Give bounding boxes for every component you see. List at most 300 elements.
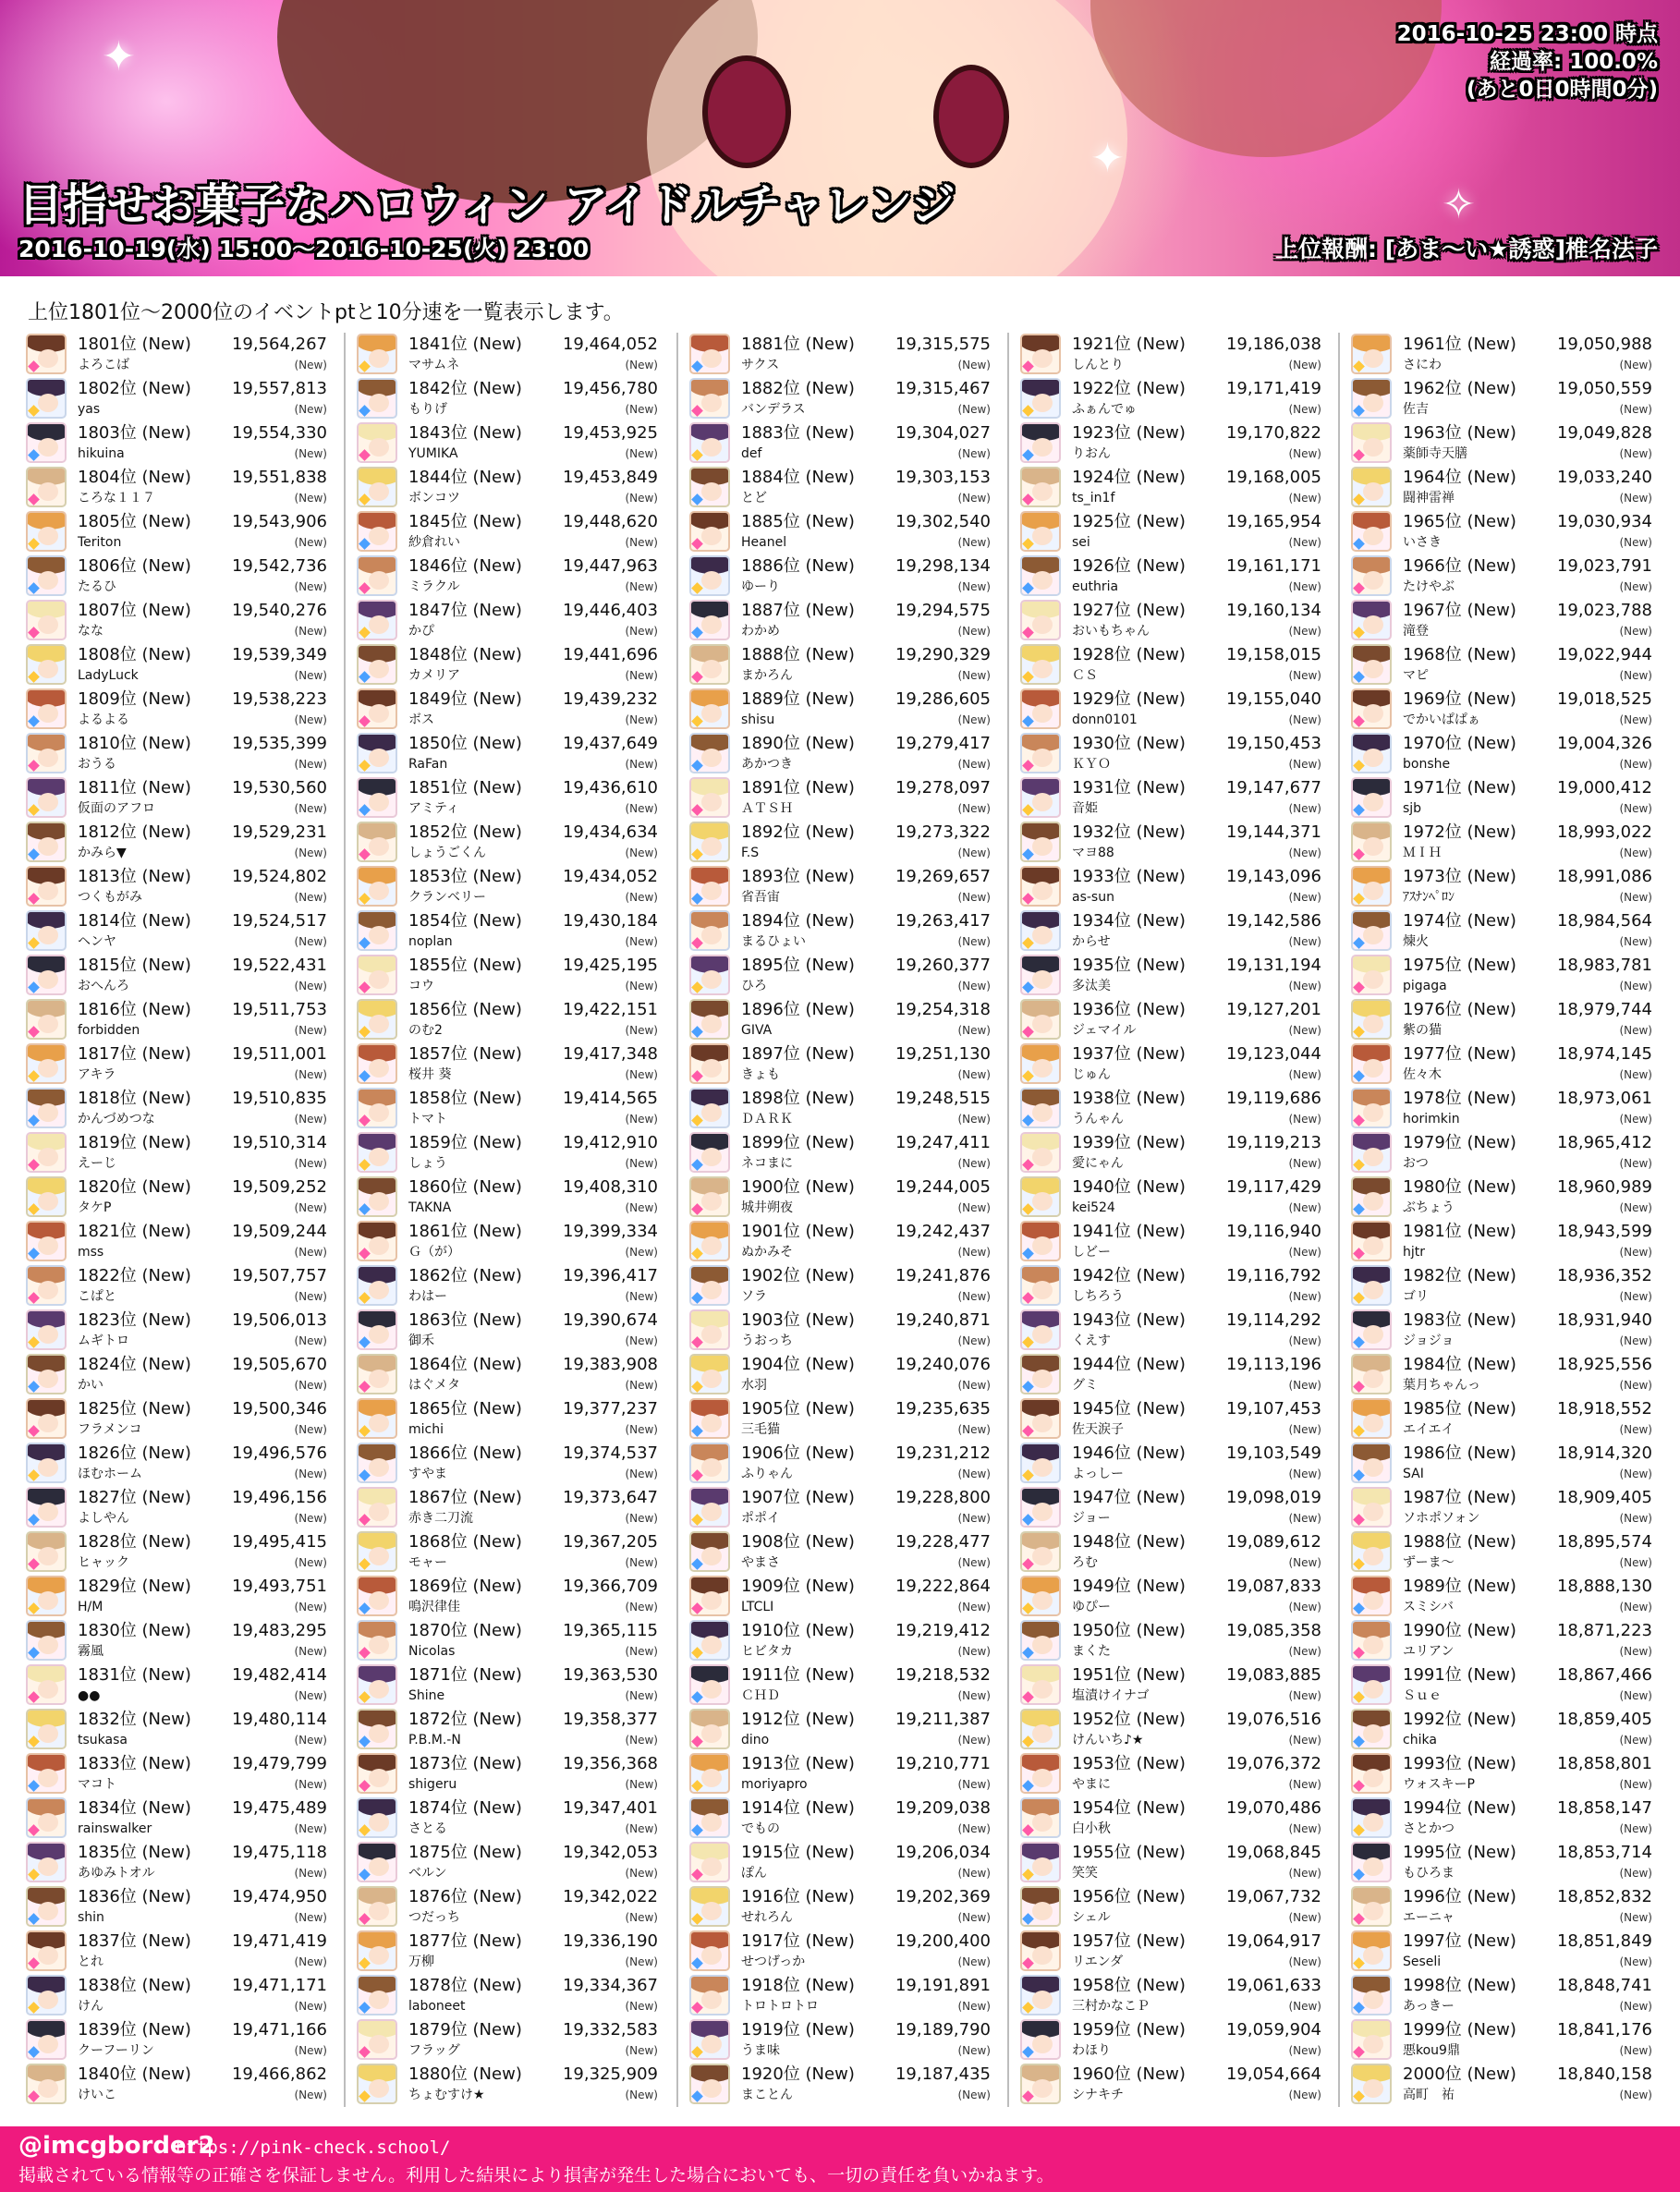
avatar-face	[369, 1680, 389, 1699]
ten-minute-speed: (New)	[294, 669, 327, 682]
rank-row	[357, 466, 663, 510]
rank-label: 1910位 (New)	[741, 1621, 855, 1640]
idol-avatar	[689, 910, 730, 951]
event-points: 19,186,038	[1225, 335, 1321, 354]
ten-minute-speed: (New)	[1288, 846, 1321, 859]
avatar-face	[38, 1281, 58, 1299]
rank-row	[26, 421, 333, 466]
rank-label: 1836位 (New)	[78, 1887, 191, 1906]
rank-label: 1928位 (New)	[1072, 645, 1186, 664]
idol-avatar	[689, 1664, 730, 1705]
rank-row	[357, 865, 663, 909]
ten-minute-speed: (New)	[1619, 1201, 1652, 1214]
avatar-face	[1363, 1946, 1383, 1965]
rank-label: 1892位 (New)	[741, 822, 855, 842]
idol-avatar	[26, 1531, 67, 1572]
rank-label: 1918位 (New)	[741, 1976, 855, 1995]
rank-label: 1948位 (New)	[1072, 1532, 1186, 1552]
avatar-face	[369, 1769, 389, 1787]
ten-minute-speed: (New)	[957, 492, 991, 505]
player-name: LTCLI	[741, 1600, 774, 1614]
rank-row	[689, 998, 996, 1042]
rank-row	[357, 643, 663, 688]
rank-label: 1842位 (New)	[408, 379, 522, 398]
idol-avatar	[1351, 2019, 1392, 2060]
avatar-face	[1032, 571, 1053, 590]
rank-row	[26, 776, 333, 821]
avatar-face	[701, 882, 722, 900]
idol-avatar	[689, 1576, 730, 1616]
event-points: 19,260,377	[895, 956, 991, 975]
player-name: ＫＹＯ	[1072, 757, 1111, 772]
footer-url[interactable]: https://pink-check.school/	[176, 2137, 451, 2158]
ten-minute-speed: (New)	[957, 1246, 991, 1259]
rank-column	[357, 333, 663, 2107]
player-name: ユリアン	[1403, 1644, 1455, 1659]
rank-row	[1351, 599, 1658, 643]
avatar-face	[369, 2079, 389, 2098]
player-name: bonshe	[1403, 757, 1451, 772]
ten-minute-speed: (New)	[1619, 2000, 1652, 2013]
rank-row	[357, 1442, 663, 1486]
status-time: 2016-10-25 23:00 時点	[1396, 22, 1658, 46]
avatar-face	[1032, 1636, 1053, 1654]
event-points: 19,228,477	[895, 1532, 991, 1552]
event-points: 19,542,736	[231, 556, 327, 576]
idol-avatar	[689, 1797, 730, 1838]
player-name: よろこば	[78, 358, 129, 372]
rank-label: 1974位 (New)	[1403, 911, 1516, 931]
rank-row	[357, 1042, 663, 1087]
ten-minute-speed: (New)	[294, 1467, 327, 1480]
rank-row	[1020, 1309, 1327, 1353]
player-name: laboneet	[408, 1999, 466, 2014]
avatar-face	[369, 1103, 389, 1122]
rank-label: 1921位 (New)	[1072, 335, 1186, 354]
ten-minute-speed: (New)	[1619, 1867, 1652, 1880]
rank-label: 1883位 (New)	[741, 423, 855, 443]
rank-label: 1927位 (New)	[1072, 601, 1186, 620]
rank-row	[689, 1530, 996, 1575]
rank-row	[1351, 1309, 1658, 1353]
avatar-face	[1032, 793, 1053, 811]
idol-avatar	[1020, 378, 1061, 419]
idol-avatar	[26, 334, 67, 374]
event-points: 19,248,515	[895, 1089, 991, 1108]
rank-row	[26, 1042, 333, 1087]
event-points: 19,240,871	[895, 1310, 991, 1330]
idol-avatar	[1351, 1487, 1392, 1528]
event-points: 19,456,780	[562, 379, 658, 398]
idol-avatar	[357, 1443, 397, 1483]
avatar-face	[701, 1857, 722, 1876]
rank-label: 1970位 (New)	[1403, 734, 1516, 753]
rank-row	[1351, 865, 1658, 909]
idol-avatar	[357, 1354, 397, 1394]
avatar-face	[1032, 1458, 1053, 1477]
avatar-face	[1032, 349, 1053, 368]
avatar-face	[1032, 1148, 1053, 1166]
ten-minute-speed: (New)	[957, 2044, 991, 2057]
ten-minute-speed: (New)	[1619, 536, 1652, 549]
rank-row	[1020, 1264, 1327, 1309]
rank-label: 1882位 (New)	[741, 379, 855, 398]
event-points: 19,241,876	[895, 1266, 991, 1285]
ten-minute-speed: (New)	[625, 1290, 658, 1303]
player-name: 三毛猫	[741, 1422, 780, 1437]
avatar-face	[38, 926, 58, 944]
idol-avatar	[689, 1842, 730, 1882]
player-name: ボンコツ	[408, 491, 460, 505]
event-points: 19,210,771	[895, 1754, 991, 1773]
ten-minute-speed: (New)	[1619, 1778, 1652, 1791]
event-points: 19,557,813	[231, 379, 327, 398]
idol-avatar	[689, 644, 730, 685]
ten-minute-speed: (New)	[957, 669, 991, 682]
player-name: シェル	[1072, 1910, 1111, 1925]
avatar-face	[701, 749, 722, 767]
sparkle-icon: ✧	[1442, 181, 1476, 228]
avatar-face	[1032, 1103, 1053, 1122]
event-points: 19,054,664	[1225, 2064, 1321, 2084]
player-name: グミ	[1072, 1378, 1098, 1393]
player-name: 霧風	[78, 1644, 103, 1659]
footer-disclaimer: 掲載されている情報等の正確さを保証しません。利用した結果により損害が発生した場合においても、一切の責任を負いかねます。	[18, 2165, 1054, 2186]
rank-row	[689, 688, 996, 732]
player-name: しょう	[408, 1156, 447, 1171]
rank-row	[1351, 2018, 1658, 2063]
avatar-face	[38, 1591, 58, 1610]
ten-minute-speed: (New)	[294, 625, 327, 638]
rank-row	[1020, 1619, 1327, 1663]
idol-avatar	[689, 511, 730, 552]
rank-label: 1817位 (New)	[78, 1044, 191, 1064]
avatar-face	[1032, 1414, 1053, 1432]
rank-row	[689, 1087, 996, 1131]
ten-minute-speed: (New)	[294, 1068, 327, 1081]
rank-label: 1962位 (New)	[1403, 379, 1516, 398]
avatar-face	[701, 1547, 722, 1565]
idol-avatar	[689, 1886, 730, 1927]
avatar-face	[1032, 1769, 1053, 1787]
event-points: 19,290,329	[895, 645, 991, 664]
event-points: 19,436,610	[562, 778, 658, 798]
rank-row	[357, 1796, 663, 1841]
player-name: フラッグ	[408, 2043, 460, 2058]
rank-row	[26, 1442, 333, 1486]
rank-label: 1919位 (New)	[741, 2020, 855, 2040]
event-points: 19,067,732	[1225, 1887, 1321, 1906]
player-name: きょも	[741, 1067, 780, 1082]
idol-avatar	[1020, 1576, 1061, 1616]
avatar-face	[369, 1370, 389, 1388]
event-points: 19,474,950	[231, 1887, 327, 1906]
avatar-face	[701, 1591, 722, 1610]
player-name: つくもがみ	[78, 890, 142, 905]
rank-label: 1889位 (New)	[741, 689, 855, 709]
idol-avatar	[1020, 334, 1061, 374]
event-points: 19,500,346	[231, 1399, 327, 1419]
rank-row	[1020, 554, 1327, 599]
idol-avatar	[689, 1309, 730, 1350]
rank-label: 1843位 (New)	[408, 423, 522, 443]
rank-row	[357, 2063, 663, 2107]
rank-row	[1020, 732, 1327, 776]
rank-row	[26, 998, 333, 1042]
event-points: 18,871,223	[1556, 1621, 1652, 1640]
idol-avatar	[26, 822, 67, 862]
avatar-face	[1032, 1813, 1053, 1832]
player-name: ゆーり	[741, 579, 780, 594]
avatar-face	[1032, 1370, 1053, 1388]
rank-label: 1954位 (New)	[1072, 1798, 1186, 1818]
rank-label: 1950位 (New)	[1072, 1621, 1186, 1640]
column-divider	[344, 333, 346, 2107]
idol-avatar	[1351, 999, 1392, 1040]
avatar-face	[38, 1857, 58, 1876]
rank-label: 1985位 (New)	[1403, 1399, 1516, 1419]
ten-minute-speed: (New)	[1288, 758, 1321, 771]
ten-minute-speed: (New)	[957, 935, 991, 948]
ten-minute-speed: (New)	[1619, 1068, 1652, 1081]
rank-label: 1812位 (New)	[78, 822, 191, 842]
ten-minute-speed: (New)	[957, 580, 991, 593]
rank-label: 1860位 (New)	[408, 1177, 522, 1197]
avatar-face	[1363, 2035, 1383, 2053]
idol-avatar	[26, 422, 67, 463]
rank-label: 1802位 (New)	[78, 379, 191, 398]
ten-minute-speed: (New)	[1619, 891, 1652, 904]
event-points: 18,852,832	[1556, 1887, 1652, 1906]
rank-label: 1984位 (New)	[1403, 1355, 1516, 1374]
event-points: 19,471,419	[231, 1931, 327, 1951]
event-points: 19,254,318	[895, 1000, 991, 1019]
rank-row	[1020, 1575, 1327, 1619]
player-name: ムギトロ	[78, 1333, 129, 1348]
event-points: 19,191,891	[895, 1976, 991, 1995]
player-name: 葉月ちゃんっ	[1403, 1378, 1480, 1393]
rank-label: 1850位 (New)	[408, 734, 522, 753]
idol-avatar	[1351, 777, 1392, 818]
event-points: 19,200,400	[895, 1931, 991, 1951]
player-name: pigaga	[1403, 979, 1447, 993]
avatar-face	[1363, 1325, 1383, 1344]
rank-row	[1351, 1486, 1658, 1530]
ten-minute-speed: (New)	[294, 980, 327, 992]
avatar-face	[1363, 1414, 1383, 1432]
player-name: せつげっか	[741, 1955, 806, 1969]
event-points: 19,453,849	[562, 468, 658, 487]
player-name: じゅん	[1072, 1067, 1111, 1082]
player-name: さとかつ	[1403, 1821, 1455, 1836]
avatar-face	[38, 527, 58, 545]
avatar-face	[369, 1458, 389, 1477]
avatar-face	[1363, 882, 1383, 900]
player-name: えーじ	[78, 1156, 116, 1171]
avatar-face	[369, 1281, 389, 1299]
player-name: ゆぴー	[1072, 1600, 1111, 1614]
event-points: 19,363,530	[562, 1665, 658, 1685]
avatar-face	[701, 482, 722, 501]
idol-avatar	[357, 644, 397, 685]
rank-row	[1020, 1663, 1327, 1708]
rank-row	[26, 1353, 333, 1397]
ten-minute-speed: (New)	[957, 1024, 991, 1037]
player-name: ほむホーム	[78, 1467, 142, 1481]
player-name: Ｓｕｅ	[1403, 1688, 1442, 1703]
rank-label: 1938位 (New)	[1072, 1089, 1186, 1108]
idol-avatar	[1020, 1842, 1061, 1882]
event-points: 18,858,801	[1556, 1754, 1652, 1773]
avatar-face	[1032, 926, 1053, 944]
rank-row	[1020, 1042, 1327, 1087]
event-points: 19,113,196	[1225, 1355, 1321, 1374]
player-name: シナキチ	[1072, 2088, 1124, 2102]
rank-row	[26, 1087, 333, 1131]
idol-avatar	[357, 600, 397, 640]
idol-avatar	[1020, 866, 1061, 907]
idol-avatar	[1020, 1975, 1061, 2015]
rank-label: 1977位 (New)	[1403, 1044, 1516, 1064]
rank-row	[1351, 1575, 1658, 1619]
event-points: 19,064,917	[1225, 1931, 1321, 1951]
avatar-face	[1032, 615, 1053, 634]
avatar-face	[701, 837, 722, 856]
event-points: 18,867,466	[1556, 1665, 1652, 1685]
ten-minute-speed: (New)	[1288, 403, 1321, 416]
avatar-face	[701, 1680, 722, 1699]
rank-row	[1020, 466, 1327, 510]
rank-row	[689, 1974, 996, 2018]
rank-row	[357, 776, 663, 821]
avatar-face	[1032, 970, 1053, 989]
player-name: def	[741, 446, 762, 461]
idol-avatar	[357, 1886, 397, 1927]
avatar-face	[369, 1724, 389, 1743]
ten-minute-speed: (New)	[625, 1113, 658, 1126]
avatar-face	[701, 1813, 722, 1832]
rank-row	[1351, 377, 1658, 421]
rank-row	[1351, 466, 1658, 510]
player-name: でかいぱぱぁ	[1403, 712, 1480, 727]
event-points: 19,538,223	[231, 689, 327, 709]
ten-minute-speed: (New)	[1619, 1290, 1652, 1303]
footer-account[interactable]: @imcgborder2	[18, 2132, 215, 2160]
player-name: サクス	[741, 358, 780, 372]
ten-minute-speed: (New)	[1288, 1734, 1321, 1747]
player-name: トマト	[408, 1112, 447, 1126]
ten-minute-speed: (New)	[294, 2044, 327, 2057]
rank-row	[1351, 1042, 1658, 1087]
rank-row	[357, 1841, 663, 1885]
avatar-face	[701, 2035, 722, 2053]
avatar-face	[1363, 1236, 1383, 1255]
rank-label: 1833位 (New)	[78, 1754, 191, 1773]
ten-minute-speed: (New)	[1619, 802, 1652, 815]
rank-label: 1902位 (New)	[741, 1266, 855, 1285]
rank-label: 1953位 (New)	[1072, 1754, 1186, 1773]
idol-avatar	[689, 1487, 730, 1528]
player-name: ベルン	[408, 1866, 447, 1881]
ten-minute-speed: (New)	[625, 1911, 658, 1924]
event-points: 19,540,276	[231, 601, 327, 620]
column-divider	[676, 333, 678, 2107]
rank-label: 1946位 (New)	[1072, 1443, 1186, 1463]
player-name: yas	[78, 402, 101, 417]
rank-label: 1996位 (New)	[1403, 1887, 1516, 1906]
idol-avatar	[689, 1443, 730, 1483]
avatar-face	[369, 1946, 389, 1965]
ten-minute-speed: (New)	[1619, 1689, 1652, 1702]
player-name: とど	[741, 491, 767, 505]
ten-minute-speed: (New)	[294, 1822, 327, 1835]
rank-label: 1912位 (New)	[741, 1710, 855, 1729]
event-points: 19,059,904	[1225, 2020, 1321, 2040]
ten-minute-speed: (New)	[294, 1911, 327, 1924]
ten-minute-speed: (New)	[625, 1778, 658, 1791]
player-name: LadyLuck	[78, 668, 139, 683]
avatar-face	[1363, 1148, 1383, 1166]
avatar-face	[1363, 1591, 1383, 1610]
rank-label: 1876位 (New)	[408, 1887, 522, 1906]
event-points: 18,848,741	[1556, 1976, 1652, 1995]
player-name: dino	[741, 1733, 770, 1748]
rank-label: 1959位 (New)	[1072, 2020, 1186, 2040]
rank-label: 1832位 (New)	[78, 1710, 191, 1729]
avatar-face	[369, 1325, 389, 1344]
idol-avatar	[357, 1930, 397, 1971]
event-points: 19,475,489	[231, 1798, 327, 1818]
event-points: 19,414,565	[562, 1089, 658, 1108]
player-name: Nicolas	[408, 1644, 456, 1659]
idol-avatar	[357, 1176, 397, 1217]
player-name: ジェマイル	[1072, 1023, 1137, 1038]
idol-avatar	[1020, 600, 1061, 640]
rank-label: 1994位 (New)	[1403, 1798, 1516, 1818]
rank-row	[689, 1042, 996, 1087]
event-points: 19,089,612	[1225, 1532, 1321, 1552]
event-points: 19,425,195	[562, 956, 658, 975]
avatar-face	[1363, 1636, 1383, 1654]
player-name: まくた	[1072, 1644, 1111, 1659]
event-points: 19,510,835	[231, 1089, 327, 1108]
player-name: リエンダ	[1072, 1955, 1124, 1969]
avatar-face	[1363, 837, 1383, 856]
avatar-face	[369, 1813, 389, 1832]
event-points: 19,507,757	[231, 1266, 327, 1285]
idol-avatar	[1351, 1088, 1392, 1128]
rank-row	[1020, 510, 1327, 554]
event-points: 19,522,431	[231, 956, 327, 975]
ten-minute-speed: (New)	[294, 1601, 327, 1614]
rank-row	[357, 1619, 663, 1663]
ten-minute-speed: (New)	[625, 891, 658, 904]
rank-row	[1020, 1708, 1327, 1752]
player-name: 仮面のアフロ	[78, 801, 155, 816]
idol-avatar	[26, 1709, 67, 1749]
event-points: 18,925,556	[1556, 1355, 1652, 1374]
rank-label: 1820位 (New)	[78, 1177, 191, 1197]
avatar-face	[701, 1991, 722, 2009]
event-points: 19,315,575	[895, 335, 991, 354]
rank-row	[26, 954, 333, 998]
rank-label: 1941位 (New)	[1072, 1222, 1186, 1241]
rank-row	[689, 909, 996, 954]
avatar-face	[38, 1148, 58, 1166]
event-points: 19,373,647	[562, 1488, 658, 1507]
event-points: 18,841,176	[1556, 2020, 1652, 2040]
avatar-face	[1363, 749, 1383, 767]
